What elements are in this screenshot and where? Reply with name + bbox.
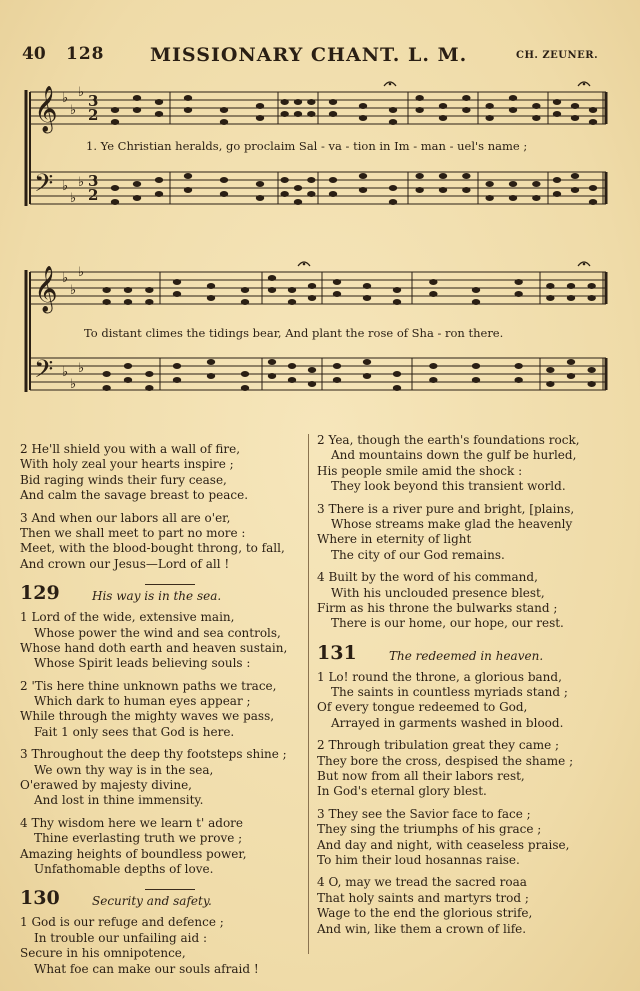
verse-line: That holy saints and martyrs trod ; <box>317 890 529 905</box>
note-head <box>587 367 595 373</box>
flat-icon: ♭ <box>78 361 85 376</box>
flat-icon: ♭ <box>62 271 69 286</box>
verse <box>20 442 305 504</box>
note-head <box>429 363 437 369</box>
note-head <box>329 177 337 183</box>
verse-line: And day and night, with ceaseless praise, <box>317 837 570 852</box>
note-head <box>333 363 341 369</box>
verse-line: They sing the triumphs of his grace ; <box>317 822 542 837</box>
flat-icon: ♭ <box>70 103 77 118</box>
note-head <box>280 177 288 183</box>
note-head <box>589 185 597 191</box>
note-head <box>363 359 371 365</box>
verse-line: Arrayed in garments washed in blood. <box>331 715 564 730</box>
note-head <box>220 107 228 113</box>
note-head <box>268 275 276 281</box>
hymn-title: His way is in the sea. <box>92 589 222 604</box>
note-head <box>567 283 575 289</box>
verse-line: We own thy way is in the sea, <box>34 762 214 777</box>
verse-line: Which dark to human eyes appear ; <box>34 694 251 709</box>
time-signature: 3 <box>88 92 99 110</box>
verse-line: His people smile amid the shock : <box>317 463 523 478</box>
note-head <box>207 283 215 289</box>
verse <box>20 610 305 672</box>
verse-line: 2 'Tis here thine unknown paths we trace, <box>20 678 277 693</box>
note-head <box>241 371 249 377</box>
verse-line: They bore the cross, despised the shame ; <box>317 753 574 768</box>
flat-icon: ♭ <box>62 91 69 106</box>
verse-line: The saints in countless myriads stand ; <box>331 685 568 700</box>
section-rule <box>145 889 195 890</box>
treble-clef-icon: 𝄞 <box>34 266 58 312</box>
bass-clef-icon: 𝄢 <box>34 355 54 390</box>
note-head <box>173 279 181 285</box>
verse-line: 1 Lo! round the throne, a glorious band, <box>317 669 562 684</box>
lyric-line-1: 1. Ye Christian heralds, go proclaim Sal - va - tion in Im - man - uel's name ; <box>86 139 528 153</box>
verse-line: Bid raging winds their fury cease, <box>20 472 227 487</box>
note-head <box>514 279 522 285</box>
note-head <box>389 185 397 191</box>
hymn-heading <box>317 641 617 670</box>
note-head <box>268 359 276 365</box>
note-head <box>439 103 447 109</box>
note-head <box>359 103 367 109</box>
svg-text:3: 3 <box>88 172 99 190</box>
note-head <box>173 363 181 369</box>
verse-line: Unfathomable depths of love. <box>34 861 214 876</box>
verse-line: Whose power the wind and sea controls, <box>34 625 281 640</box>
verse-line: While through the mighty waves we pass, <box>20 709 275 724</box>
note-head <box>241 287 249 293</box>
note-head <box>363 283 371 289</box>
note-head <box>393 287 401 293</box>
verse-line: 2 Yea, though the earth's foundations rock, <box>317 433 580 447</box>
svg-text:2: 2 <box>88 186 99 204</box>
note-head <box>429 279 437 285</box>
verse-line: And mountains down the gulf be hurled, <box>331 448 577 463</box>
note-head <box>111 185 119 191</box>
verse-line: 4 Built by the word of his command, <box>317 570 538 585</box>
verse-line: O'erawed by majesty divine, <box>20 778 192 793</box>
verse <box>20 511 305 573</box>
tune-number: 128 <box>66 44 105 64</box>
note-head <box>472 287 480 293</box>
hymn-number: 131 <box>317 641 357 664</box>
note-head <box>307 177 315 183</box>
note-head <box>294 99 302 105</box>
verse <box>20 816 305 878</box>
note-head <box>393 371 401 377</box>
note-head <box>256 103 264 109</box>
note-head <box>294 185 302 191</box>
hymn-number: 130 <box>20 887 60 910</box>
note-head <box>102 371 110 377</box>
verse-line: But now from all their labors rest, <box>317 769 525 784</box>
verse-line: And calm the savage breast to peace. <box>20 488 249 503</box>
verse-line: 2 Through tribulation great they came ; <box>317 738 560 753</box>
note-head <box>102 287 110 293</box>
verse-line: What foe can make our souls afraid ! <box>34 961 259 976</box>
note-head <box>472 363 480 369</box>
note-head <box>184 173 192 179</box>
verse-line: And win, like them a crown of life. <box>317 921 527 936</box>
hymn-title: Security and safety. <box>92 894 212 909</box>
verse-line: Meet, with the blood-bought throng, to fall, <box>20 541 285 556</box>
verse-line: There is our home, our hope, our rest. <box>331 616 564 631</box>
verse-line: To him their loud hosannas raise. <box>317 852 520 867</box>
bass-clef-icon: 𝄢 <box>34 169 54 204</box>
verse <box>317 738 617 800</box>
note-head <box>333 279 341 285</box>
note-head <box>462 173 470 179</box>
note-head <box>415 173 423 179</box>
note-head <box>509 181 517 187</box>
verse-line: 3 They see the Savior face to face ; <box>317 806 531 821</box>
note-head <box>532 181 540 187</box>
flat-icon: ♭ <box>70 283 77 298</box>
verse-line: 3 There is a river pure and bright, [plains, <box>317 501 575 516</box>
note-head <box>587 283 595 289</box>
verse <box>20 679 305 741</box>
note-head <box>329 99 337 105</box>
verse-line: And lost in thine immensity. <box>34 793 204 808</box>
note-head <box>145 287 153 293</box>
note-head <box>532 103 540 109</box>
note-head <box>546 367 554 373</box>
verse-line: Amazing heights of boundless power, <box>20 846 247 861</box>
verse-line: And crown our Jesus—Lord of all ! <box>20 556 230 571</box>
verse-line: In God's eternal glory blest. <box>317 784 487 799</box>
note-head <box>111 107 119 113</box>
note-head <box>155 99 163 105</box>
note-head <box>571 173 579 179</box>
note-head <box>589 107 597 113</box>
note-head <box>280 99 288 105</box>
verse-line: Secure in his omnipotence, <box>20 946 186 961</box>
note-head <box>256 181 264 187</box>
lyric-line-2: To distant climes the tidings bear, And plant the rose of Sha - ron there. <box>84 326 504 340</box>
flat-icon: ♭ <box>62 179 69 194</box>
verse-line: Of every tongue redeemed to God, <box>317 700 528 715</box>
note-head <box>509 95 517 101</box>
column-divider <box>308 434 310 954</box>
note-head <box>514 363 522 369</box>
note-head <box>184 95 192 101</box>
verse <box>317 570 617 632</box>
flat-icon: ♭ <box>78 265 85 280</box>
verse <box>20 747 305 809</box>
time-signature: 2 <box>88 106 99 124</box>
verse-line: 1 God is our refuge and defence ; <box>20 915 224 930</box>
music-score <box>0 0 640 420</box>
verse-line: They look beyond this transient world. <box>331 479 566 494</box>
verse-line: In trouble our unfailing aid : <box>34 930 208 945</box>
treble-clef-icon: 𝄞 <box>34 86 58 132</box>
verse-line: Then we shall meet to part no more : <box>20 525 246 540</box>
hymn-title: The redeemed in heaven. <box>389 648 544 663</box>
verse-line: Whose hand doth earth and heaven sustain, <box>20 640 288 655</box>
note-head <box>462 95 470 101</box>
note-head <box>288 363 296 369</box>
verse <box>317 807 617 869</box>
tune-title: MISSIONARY CHANT. L. M. <box>150 44 468 66</box>
hymn-number: 129 <box>20 582 60 605</box>
note-head <box>308 283 316 289</box>
verse <box>20 915 305 977</box>
note-head <box>145 371 153 377</box>
note-head <box>485 181 493 187</box>
page-number: 40 <box>22 44 46 64</box>
left-text-column <box>20 442 305 984</box>
note-head <box>389 107 397 113</box>
flat-icon: ♭ <box>70 377 77 392</box>
note-head <box>155 177 163 183</box>
hymn-heading <box>20 889 305 915</box>
note-head <box>133 95 141 101</box>
right-text-column <box>317 433 617 944</box>
note-head <box>307 99 315 105</box>
verse-line: Thine everlasting truth we prove ; <box>34 831 243 846</box>
verse-line: 2 He'll shield you with a wall of fire, <box>20 442 241 456</box>
note-head <box>359 173 367 179</box>
verse-line: 3 Throughout the deep thy footsteps shine ; <box>20 747 287 762</box>
verse-line: 4 O, may we tread the sacred roaa <box>317 875 527 890</box>
flat-icon: ♭ <box>78 175 85 190</box>
note-head <box>546 283 554 289</box>
verse-line: With holy zeal your hearts inspire ; <box>20 457 234 472</box>
note-head <box>133 181 141 187</box>
verse-line: With his unclouded presence blest, <box>331 585 545 600</box>
flat-icon: ♭ <box>62 365 69 380</box>
note-head <box>124 363 132 369</box>
verse-line: 3 And when our labors all are o'er, <box>20 510 231 525</box>
verse <box>317 502 617 564</box>
note-head <box>288 287 296 293</box>
verse-line: Where in eternity of light <box>317 532 472 547</box>
flat-icon: ♭ <box>78 85 85 100</box>
note-head <box>485 103 493 109</box>
verse-line: The city of our God remains. <box>331 547 505 562</box>
note-head <box>553 99 561 105</box>
note-head <box>567 359 575 365</box>
flat-icon: ♭ <box>70 191 77 206</box>
note-head <box>220 177 228 183</box>
note-head <box>124 287 132 293</box>
verse-line: Wage to the end the glorious strife, <box>317 906 533 921</box>
note-head <box>553 177 561 183</box>
verse <box>317 433 617 495</box>
note-head <box>415 95 423 101</box>
section-rule <box>145 584 195 585</box>
verse-line: Whose Spirit leads believing souls : <box>34 656 251 671</box>
verse <box>317 875 617 937</box>
composer-credit: CH. ZEUNER. <box>516 50 599 61</box>
verse-line: 4 Thy wisdom here we learn t' adore <box>20 815 244 830</box>
verse-line: Whose streams make glad the heavenly <box>331 516 573 531</box>
verse-line: Firm as his throne the bulwarks stand ; <box>317 600 558 615</box>
verse-line: 1 Lord of the wide, extensive main, <box>20 610 235 625</box>
hymn-heading <box>20 584 305 610</box>
note-head <box>308 367 316 373</box>
verse-line: Fait 1 only sees that God is here. <box>34 724 235 739</box>
note-head <box>207 359 215 365</box>
note-head <box>439 173 447 179</box>
note-head <box>571 103 579 109</box>
verse <box>317 670 617 732</box>
